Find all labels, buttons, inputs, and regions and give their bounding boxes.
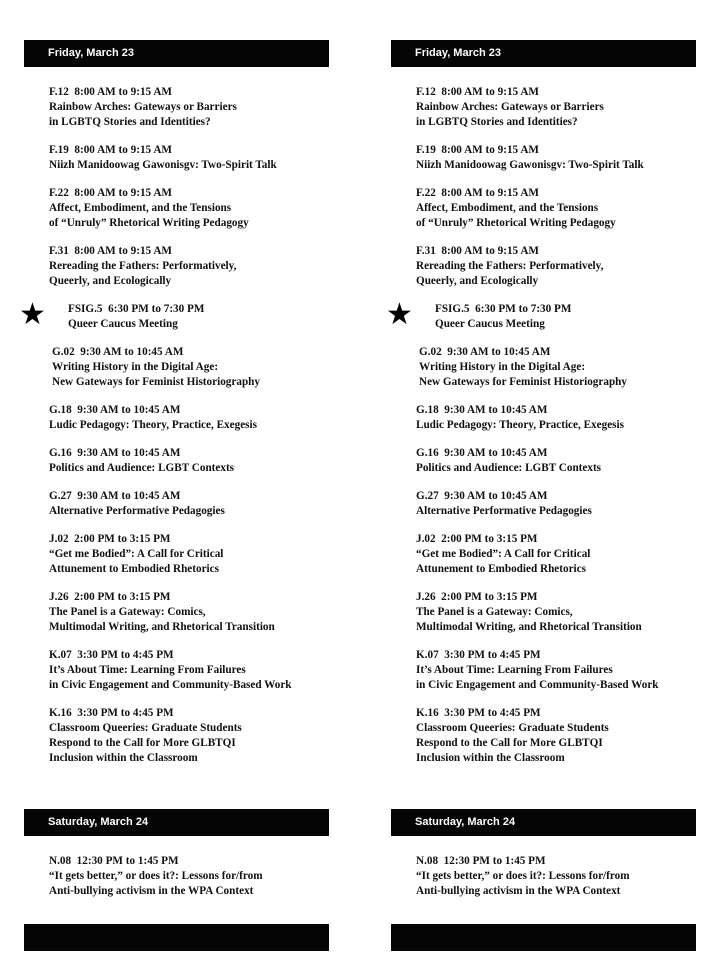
day-header: Friday, March 23 [391, 40, 696, 67]
session-time: 2:00 PM to 3:15 PM [74, 591, 171, 603]
session-code: G.27 [49, 490, 72, 502]
session-time: 8:00 AM to 9:15 AM [74, 187, 172, 199]
session-item [416, 244, 696, 289]
star-icon: ★ [386, 297, 413, 332]
session-title-line: Queerly, and Ecologically [49, 275, 172, 287]
session-time: 8:00 AM to 9:15 AM [74, 86, 172, 98]
session-code: J.26 [49, 591, 69, 603]
session-code: G.02 [52, 346, 75, 358]
session-time: 8:00 AM to 9:15 AM [441, 187, 539, 199]
session-title-line: Affect, Embodiment, and the Tensions [49, 202, 232, 214]
session-code-time [416, 648, 696, 663]
session-code: FSIG.5 [435, 303, 470, 315]
session-title-line: of “Unruly” Rhetorical Writing Pedagogy [49, 217, 249, 229]
session-code-time [435, 302, 696, 317]
session-time: 9:30 AM to 10:45 AM [447, 346, 551, 358]
session-code-time [49, 85, 329, 100]
session-title-line: Writing History in the Digital Age: [419, 361, 586, 373]
session-title-line: Attunement to Embodied Rhetorics [416, 563, 586, 575]
session-item [416, 85, 696, 130]
footer-bar [391, 924, 696, 951]
session-title-line: Ludic Pedagogy: Theory, Practice, Exegesis [416, 419, 624, 431]
session-title-line: Rainbow Arches: Gateways or Barriers [49, 101, 237, 113]
session-code: G.18 [416, 404, 439, 416]
session-title-line: “Get me Bodied”: A Call for Critical [49, 548, 224, 560]
session-code: K.07 [416, 649, 439, 661]
session-title-line: in LGBTQ Stories and Identities? [49, 116, 211, 128]
session-item [416, 706, 696, 766]
session-code-time [49, 403, 329, 418]
session-code: J.02 [49, 533, 69, 545]
session-code-time [416, 186, 696, 201]
session-item [49, 532, 329, 577]
session-list [24, 854, 329, 899]
session-title-line: Politics and Audience: LGBT Contexts [416, 462, 602, 474]
session-time: 9:30 AM to 10:45 AM [77, 447, 181, 459]
session-time: 9:30 AM to 10:45 AM [77, 404, 181, 416]
session-item [49, 854, 329, 899]
session-time: 3:30 PM to 4:45 PM [444, 707, 541, 719]
session-item [49, 706, 329, 766]
session-time: 8:00 AM to 9:15 AM [441, 245, 539, 257]
session-code: N.08 [49, 855, 72, 867]
session-code-time [416, 403, 696, 418]
session-title-line: Rereading the Fathers: Performatively, [49, 260, 237, 272]
session-item [386, 297, 696, 332]
session-title-line: Affect, Embodiment, and the Tensions [416, 202, 599, 214]
session-item [19, 297, 329, 332]
session-time: 2:00 PM to 3:15 PM [441, 591, 538, 603]
session-code-time [49, 446, 329, 461]
session-time: 9:30 AM to 10:45 AM [444, 490, 548, 502]
session-title-line: New Gateways for Feminist Historiography [419, 376, 627, 388]
session-list [386, 85, 696, 766]
session-code-time [416, 854, 696, 869]
session-title-line: It’s About Time: Learning From Failures [49, 664, 246, 676]
session-item [416, 345, 696, 390]
session-title-line: Inclusion within the Classroom [416, 752, 565, 764]
session-code: G.18 [49, 404, 72, 416]
session-title-line: Respond to the Call for More GLBTQI [49, 737, 236, 749]
session-title-line: Queer Caucus Meeting [68, 318, 178, 330]
session-item [416, 489, 696, 519]
session-time: 9:30 AM to 10:45 AM [444, 447, 548, 459]
session-code: F.22 [49, 187, 69, 199]
session-code: F.12 [49, 86, 69, 98]
session-title-line: Anti-bullying activism in the WPA Context [49, 885, 254, 897]
session-code-time [49, 706, 329, 721]
session-code-time [52, 345, 329, 360]
session-title-line: Rainbow Arches: Gateways or Barriers [416, 101, 604, 113]
session-code: F.12 [416, 86, 436, 98]
session-title-line: The Panel is a Gateway: Comics, [416, 606, 573, 618]
session-title-line: Classroom Queeries: Graduate Students [416, 722, 609, 734]
session-title-line: “It gets better,” or does it?: Lessons for/from [416, 870, 630, 882]
session-title-line: Queerly, and Ecologically [416, 275, 539, 287]
star-icon: ★ [19, 297, 46, 332]
session-code-time [416, 489, 696, 504]
session-title-line: “It gets better,” or does it?: Lessons for/from [49, 870, 263, 882]
session-code: F.19 [49, 144, 69, 156]
session-time: 8:00 AM to 9:15 AM [441, 144, 539, 156]
session-time: 3:30 PM to 4:45 PM [444, 649, 541, 661]
session-title-line: New Gateways for Feminist Historiography [52, 376, 260, 388]
session-time: 3:30 PM to 4:45 PM [77, 649, 174, 661]
session-code: K.07 [49, 649, 72, 661]
session-title-line: Multimodal Writing, and Rhetorical Transition [416, 621, 642, 633]
session-item [49, 403, 329, 433]
session-item [49, 590, 329, 635]
session-time: 9:30 AM to 10:45 AM [80, 346, 184, 358]
day-spacer [24, 779, 329, 809]
session-time: 3:30 PM to 4:45 PM [77, 707, 174, 719]
session-code-time [49, 854, 329, 869]
session-title-line: Niizh Manidoowag Gawonisgv: Two-Spirit Talk [416, 159, 644, 171]
session-title-line: “Get me Bodied”: A Call for Critical [416, 548, 591, 560]
session-time: 6:30 PM to 7:30 PM [475, 303, 572, 315]
session-title-line: The Panel is a Gateway: Comics, [49, 606, 206, 618]
session-time: 8:00 AM to 9:15 AM [74, 245, 172, 257]
session-item [416, 143, 696, 173]
session-code-time [49, 648, 329, 663]
session-code-time [416, 446, 696, 461]
session-code-time [419, 345, 696, 360]
session-time: 2:00 PM to 3:15 PM [441, 533, 538, 545]
session-item [416, 532, 696, 577]
session-code: J.02 [416, 533, 436, 545]
session-code-time [49, 489, 329, 504]
session-code-time [416, 532, 696, 547]
day-header: Saturday, March 24 [391, 809, 696, 836]
session-title-line: Multimodal Writing, and Rhetorical Transition [49, 621, 275, 633]
session-code-time [49, 186, 329, 201]
session-code: K.16 [416, 707, 439, 719]
session-title-line: Alternative Performative Pedagogies [49, 505, 225, 517]
day-header: Friday, March 23 [24, 40, 329, 67]
session-code: FSIG.5 [68, 303, 103, 315]
session-title-line: Ludic Pedagogy: Theory, Practice, Exegesis [49, 419, 257, 431]
session-time: 12:30 PM to 1:45 PM [76, 855, 179, 867]
session-item [49, 648, 329, 693]
session-title-line: Respond to the Call for More GLBTQI [416, 737, 603, 749]
session-code-time [49, 244, 329, 259]
session-item [416, 446, 696, 476]
session-item [49, 446, 329, 476]
session-time: 8:00 AM to 9:15 AM [74, 144, 172, 156]
session-title-line: It’s About Time: Learning From Failures [416, 664, 613, 676]
session-title-line: in Civic Engagement and Community-Based Work [416, 679, 659, 691]
session-item [49, 186, 329, 231]
day-spacer [391, 779, 696, 809]
session-list [19, 85, 329, 766]
session-title-line: Attunement to Embodied Rhetorics [49, 563, 219, 575]
session-code-time [416, 244, 696, 259]
session-item [416, 854, 696, 899]
session-title-line: Niizh Manidoowag Gawonisgv: Two-Spirit Talk [49, 159, 277, 171]
session-code: N.08 [416, 855, 439, 867]
day-header: Saturday, March 24 [24, 809, 329, 836]
session-code-time [68, 302, 329, 317]
schedule-column-left [19, 40, 329, 951]
session-title-line: Anti-bullying activism in the WPA Context [416, 885, 621, 897]
session-code: G.27 [416, 490, 439, 502]
session-code-time [49, 590, 329, 605]
session-title-line: in LGBTQ Stories and Identities? [416, 116, 578, 128]
session-code: F.31 [416, 245, 436, 257]
session-code-time [416, 706, 696, 721]
session-code: G.16 [416, 447, 439, 459]
session-title-line: Rereading the Fathers: Performatively, [416, 260, 604, 272]
session-code: G.16 [49, 447, 72, 459]
session-time: 6:30 PM to 7:30 PM [108, 303, 205, 315]
session-code: J.26 [416, 591, 436, 603]
session-item [416, 590, 696, 635]
session-time: 8:00 AM to 9:15 AM [441, 86, 539, 98]
session-code: F.31 [49, 245, 69, 257]
session-item [49, 244, 329, 289]
schedule-column-right [386, 40, 696, 951]
session-title-line: of “Unruly” Rhetorical Writing Pedagogy [416, 217, 616, 229]
session-code: F.22 [416, 187, 436, 199]
session-code-time [49, 143, 329, 158]
session-item [49, 143, 329, 173]
session-list [391, 854, 696, 899]
session-time: 12:30 PM to 1:45 PM [443, 855, 546, 867]
session-title-line: Classroom Queeries: Graduate Students [49, 722, 242, 734]
session-time: 2:00 PM to 3:15 PM [74, 533, 171, 545]
session-code-time [416, 143, 696, 158]
session-item [49, 489, 329, 519]
session-item [416, 648, 696, 693]
session-time: 9:30 AM to 10:45 AM [77, 490, 181, 502]
session-code: K.16 [49, 707, 72, 719]
session-code: F.19 [416, 144, 436, 156]
session-title-line: Inclusion within the Classroom [49, 752, 198, 764]
session-item [416, 403, 696, 433]
session-title-line: Writing History in the Digital Age: [52, 361, 219, 373]
session-code-time [49, 532, 329, 547]
session-code: G.02 [419, 346, 442, 358]
session-title-line: in Civic Engagement and Community-Based Work [49, 679, 292, 691]
session-item [49, 345, 329, 390]
session-title-line: Politics and Audience: LGBT Contexts [49, 462, 235, 474]
session-time: 9:30 AM to 10:45 AM [444, 404, 548, 416]
session-item [49, 85, 329, 130]
session-title-line: Alternative Performative Pedagogies [416, 505, 592, 517]
session-title-line: Queer Caucus Meeting [435, 318, 545, 330]
footer-bar [24, 924, 329, 951]
session-item [416, 186, 696, 231]
session-code-time [416, 590, 696, 605]
session-code-time [416, 85, 696, 100]
